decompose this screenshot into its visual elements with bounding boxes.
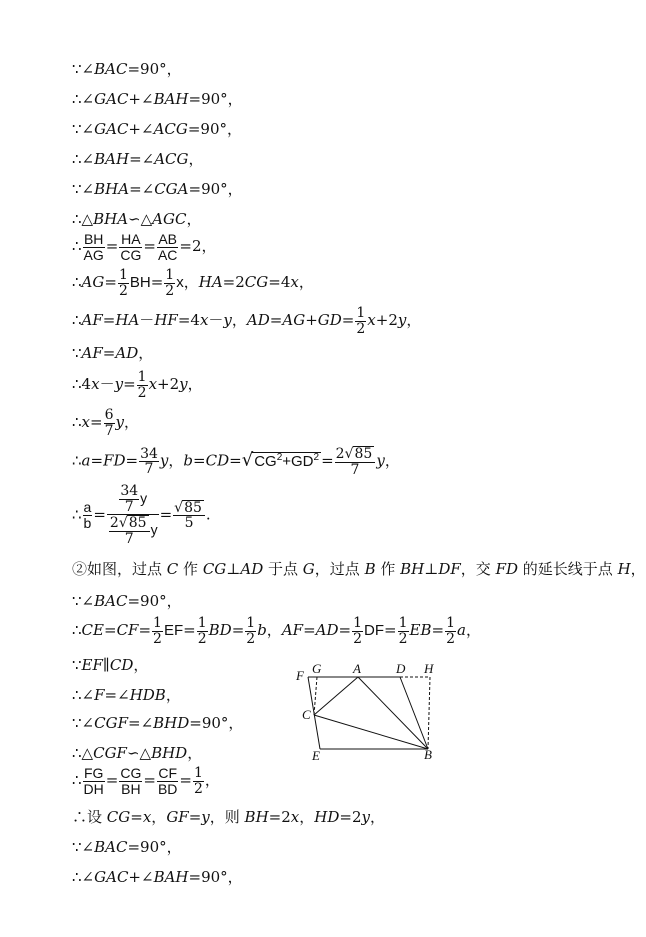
label-e: E [312,748,320,763]
label-c: C [302,707,311,722]
line-8: ∴AG= $\frac{1}{2}$ BH= $\frac{1}{2}$ x，HA=2CG=4x， [72,267,314,299]
line-4: ∴∠BAH=∠ACG， [72,150,204,168]
line-ca [314,677,358,715]
line-11: ∴4x－y= $\frac{1}{2}$ x+2y， [72,369,203,401]
line-20: ∵∠CGF=∠BHD=90°， [72,714,244,732]
line-16: ∵∠BAC=90°， [72,592,182,610]
line-17: ∴CE=CF= $\frac{1}{2}$ EF= $\frac{1}{2}$ BD= $\frac{1}{2}$ b，AF=AD= $\frac{1}{2}$ DF= $\frac{1}{2}$ EB= $\frac{1}{2}$ a， [72,615,481,647]
line-10: ∵AF=AD， [72,344,154,362]
label-a: A [353,661,361,676]
line-6: ∴△BHA∽△AGC， [72,210,202,228]
line-19: ∴∠F=∠HDB， [72,686,181,704]
geometry-figure [290,660,440,765]
line-13: ∴a=FD= $\frac{34}{7}$ y，$b=CD=√CG^2+GD^2$ = $\frac{2√85}{7}$ y， [72,445,400,478]
line-14: ∴ $\frac{a}{b}$ = $\frac{34}{7}$ y $\frac{2√85}{7}$ y = $\frac{√85}{5}$ . [72,483,211,548]
label-d: D [396,661,406,676]
line-12: ∴x= $\frac{6}{7}$ y， [72,407,140,439]
line-db [400,677,428,749]
line-2: ∴∠GAC+∠BAH=90°， [72,90,243,108]
line-3: ∵∠GAC+∠ACG=90°， [72,120,243,138]
line-9: ∴AF=HA－HF=4x－y，AD=AG+GD= $\frac{1}{2}$ x+2y， [72,305,422,337]
label-g: G [312,661,322,676]
line-1: ∵∠BAC=90°， [72,60,182,78]
line-15: ②如图，过点 C 作 CG⊥AD 于点 G，过点 B 作 BH⊥DF，交 FD 的延长线于点 H， [72,560,646,578]
line-gc [314,677,317,715]
line-hb [428,677,430,749]
line-7: ∴ $\frac{BH}{AG}$ = $\frac{HA}{CG}$ = $\frac{AB}{AC}$ =2， [72,231,217,263]
label-h: H [424,661,434,676]
line-23: ∴设 CG=x，GF=y，则 BH=2x，HD=2y， [72,808,385,826]
line-21: ∴△CGF∽△BHD， [72,744,203,762]
line-25: ∴∠GAC+∠BAH=90°， [72,868,243,886]
line-22: ∴ $\frac{FG}{DH}$ = $\frac{CG}{BH}$ = $\frac{CF}{BD}$ = $\frac{1}{2}$ ， [72,765,220,797]
label-b: B [424,747,432,762]
line-5: ∵∠BHA=∠CGA=90°， [72,180,243,198]
line-24: ∵∠BAC=90°， [72,838,182,856]
label-f: F [296,668,304,683]
line-18: ∵EF∥CD， [72,656,149,674]
